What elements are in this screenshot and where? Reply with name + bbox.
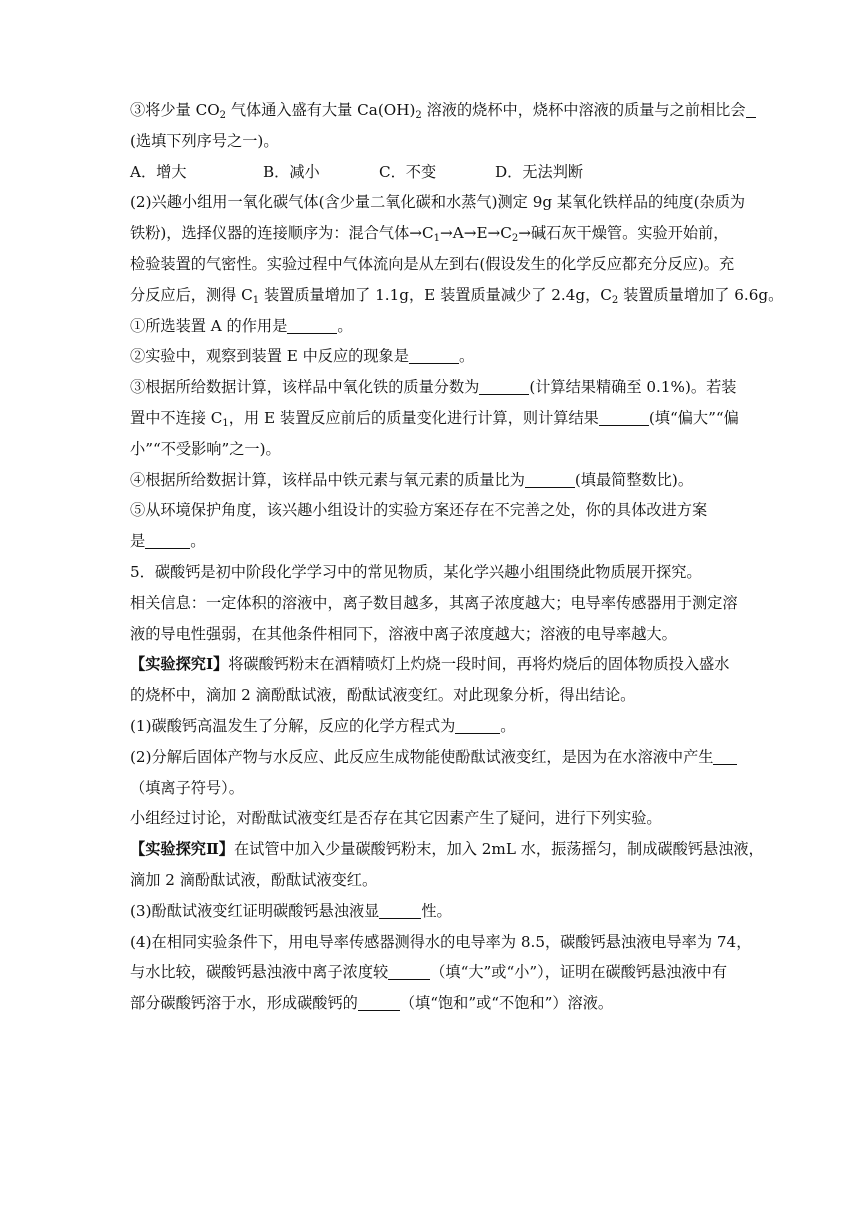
text-line: 的烧杯中，滴加 2 滴酚酞试液，酚酞试液变红。对此现象分析，得出结论。 <box>130 686 636 705</box>
text-line: 置中不连接 $C_1$，用 E 装置反应前后的质量变化进行计算，则计算结果 (填“偏大”“偏 <box>130 408 739 429</box>
text-line: ⑤从环境保护角度，该兴趣小组设计的实验方案还存在不完善之处，你的具体改进方案 <box>130 501 708 520</box>
choice-a[interactable]: A．增大 <box>130 162 187 181</box>
text-line: ①所选装置 A 的作用是 。 <box>130 316 353 335</box>
answer-blank[interactable] <box>409 345 459 364</box>
text-line: 小组经过讨论，对酚酞试液变红是否存在其它因素产生了疑问，进行下列实验。 <box>130 809 662 828</box>
text-line: 小”“不受影响”之一)。 <box>130 439 281 458</box>
text-line: 滴加 2 滴酚酞试液，酚酞试液变红。 <box>130 870 378 889</box>
text-line: 相关信息：一定体积的溶液中，离子数目越多，其离子浓度越大；电导率传感器用于测定溶 <box>130 593 738 612</box>
answer-blank[interactable] <box>145 530 190 549</box>
document-page <box>130 95 784 1019</box>
text-line: ④根据所给数据计算，该样品中铁元素与氧元素的质量比为 (填最简整数比)。 <box>130 470 694 489</box>
text-line: 部分碳酸钙溶于水，形成碳酸钙的 （填“饱和”或“不饱和”）溶液。 <box>130 994 614 1013</box>
answer-blank[interactable] <box>599 407 649 426</box>
answer-blank[interactable] <box>455 715 500 734</box>
answer-blank[interactable] <box>479 376 529 395</box>
answer-blank[interactable] <box>358 992 400 1011</box>
text-line: 是 。 <box>130 532 206 551</box>
text-line: 与水比较，碳酸钙悬浊液中离子浓度较 （填“大”或“小”），证明在碳酸钙悬浊液中有 <box>130 963 728 982</box>
text-line: 液的导电性强弱，在其他条件相同下，溶液中离子浓度越大；溶液的电导率越大。 <box>130 624 677 643</box>
choice-d[interactable]: D．无法判断 <box>495 162 584 181</box>
text-line: (1)碳酸钙高温发生了分解，反应的化学方程式为 。 <box>130 716 516 735</box>
section-label: 【实验探究Ⅱ】 <box>130 840 234 859</box>
question-5-heading: 5．碳酸钙是初中阶段化学学习中的常见物质，某化学兴趣小组围绕此物质展开探究。 <box>130 562 702 581</box>
text-line: 【实验探究Ⅰ】将碳酸钙粉末在酒精喷灯上灼烧一段时间，再将灼烧后的固体物质投入盛水 <box>130 655 730 674</box>
text-line: （填离子符号）。 <box>130 778 244 797</box>
answer-blank[interactable] <box>746 99 756 118</box>
choice-row <box>130 157 730 188</box>
text-line: (2)兴趣小组用一氧化碳气体(含少量二氧化碳和水蒸气)测定 9g 某氧化铁样品的纯度(杂质为 <box>130 193 746 212</box>
text-line: 检验装置的气密性。实验过程中气体流向是从左到右(假设发生的化学反应都充分反应)。充 <box>130 254 735 273</box>
text-line: ③将少量 $CO_2$ 气体通入盛有大量 $Ca(OH)_2$ 溶液的烧杯中，烧杯中溶液的质量与之前相比会 <box>130 95 730 126</box>
choice-c[interactable]: C．不变 <box>379 162 437 181</box>
text-line: (4)在相同实验条件下，用电导率传感器测得水的电导率为 8.5，碳酸钙悬浊液电导率为 74， <box>130 932 752 951</box>
text-line: 分反应后，测得 $C_1$ 装置质量增加了 1.1g，E 装置质量减少了 2.4g，$C_2$ 装置质量增加了 6.6g。 <box>130 285 784 306</box>
choice-b[interactable]: B．减小 <box>263 162 320 181</box>
answer-blank[interactable] <box>713 746 737 765</box>
text-line: (3)酚酞试液变红证明碳酸钙悬浊液显 性。 <box>130 901 452 920</box>
answer-blank[interactable] <box>287 315 337 334</box>
text-line: ③根据所给数据计算，该样品中氧化铁的质量分数为 (计算结果精确至 0.1%)。若装 <box>130 378 737 397</box>
text-line: (2)分解后固体产物与水反应、此反应生成物能使酚酞试液变红，是因为在水溶液中产生 <box>130 742 730 773</box>
answer-blank[interactable] <box>379 900 421 919</box>
text-line: 【实验探究Ⅱ】在试管中加入少量碳酸钙粉末，加入 2mL 水，振荡摇匀，制成碳酸钙悬浊液， <box>130 840 764 859</box>
text-line: ②实验中，观察到装置 E 中反应的现象是 。 <box>130 347 475 366</box>
text-line: (选填下列序号之一)。 <box>130 131 279 150</box>
answer-blank[interactable] <box>525 469 575 488</box>
text-line: 铁粉)，选择仪器的连接顺序为：混合气体$\to C_1\to A\to E\to C_2\to$碱石灰干燥管。实验开始前， <box>130 224 729 245</box>
answer-blank[interactable] <box>388 961 430 980</box>
section-label: 【实验探究Ⅰ】 <box>130 655 229 674</box>
